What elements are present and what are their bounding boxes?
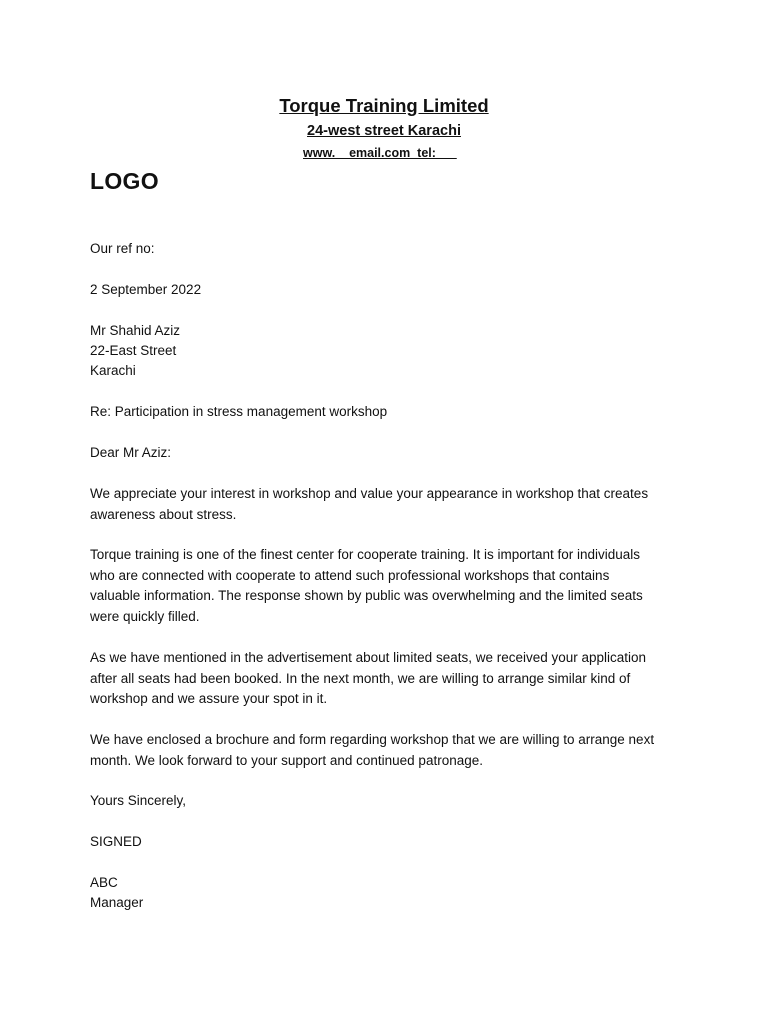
paragraph-line: Torque training is one of the finest center for cooperate training. It is important for individuals <box>90 547 641 562</box>
company-name: Torque Training Limited <box>279 95 489 116</box>
paragraph-line: month. We look forward to your support and continued patronage. <box>90 752 483 768</box>
paragraph-line: We have enclosed a brochure and form regarding workshop that we are willing to arrange next <box>90 732 655 747</box>
signatory-title: Manager <box>90 895 144 910</box>
letter-date: 2 September 2022 <box>90 282 202 297</box>
body-paragraph-2 <box>90 545 680 627</box>
recipient-name: Mr Shahid Aziz <box>90 323 181 338</box>
closing: Yours Sincerely, <box>90 793 187 808</box>
body-paragraph-1 <box>90 484 680 525</box>
paragraph-line: valuable information. The response shown by public was overwhelming and the limited seats <box>90 588 643 603</box>
signatory-name: ABC <box>90 875 118 890</box>
signature: SIGNED <box>90 834 142 849</box>
paragraph-line: were quickly filled. <box>90 608 200 624</box>
logo-placeholder: LOGO <box>90 168 159 194</box>
reference-line: Our ref no: <box>90 241 155 256</box>
paragraph-line: awareness about stress. <box>90 506 237 522</box>
body-paragraph-3 <box>90 648 680 710</box>
recipient-street: 22-East Street <box>90 343 177 358</box>
subject-line: Re: Participation in stress management workshop <box>90 404 388 419</box>
company-contact: www. email.com tel: <box>303 146 457 160</box>
paragraph-line: workshop and we assure your spot in it. <box>90 691 328 706</box>
salutation: Dear Mr Aziz: <box>90 445 172 460</box>
paragraph-line: We appreciate your interest in workshop and value your appearance in workshop that creates <box>90 486 649 501</box>
paragraph-line: As we have mentioned in the advertisement about limited seats, we received your application <box>90 650 647 665</box>
company-address: 24-west street Karachi <box>307 123 461 139</box>
recipient-city: Karachi <box>90 363 136 378</box>
paragraph-line: who are connected with cooperate to attend such professional workshops that contains <box>90 567 610 583</box>
body-paragraph-4 <box>90 730 680 771</box>
paragraph-line: after all seats had been booked. In the next month, we are willing to arrange similar kind of <box>90 670 631 686</box>
